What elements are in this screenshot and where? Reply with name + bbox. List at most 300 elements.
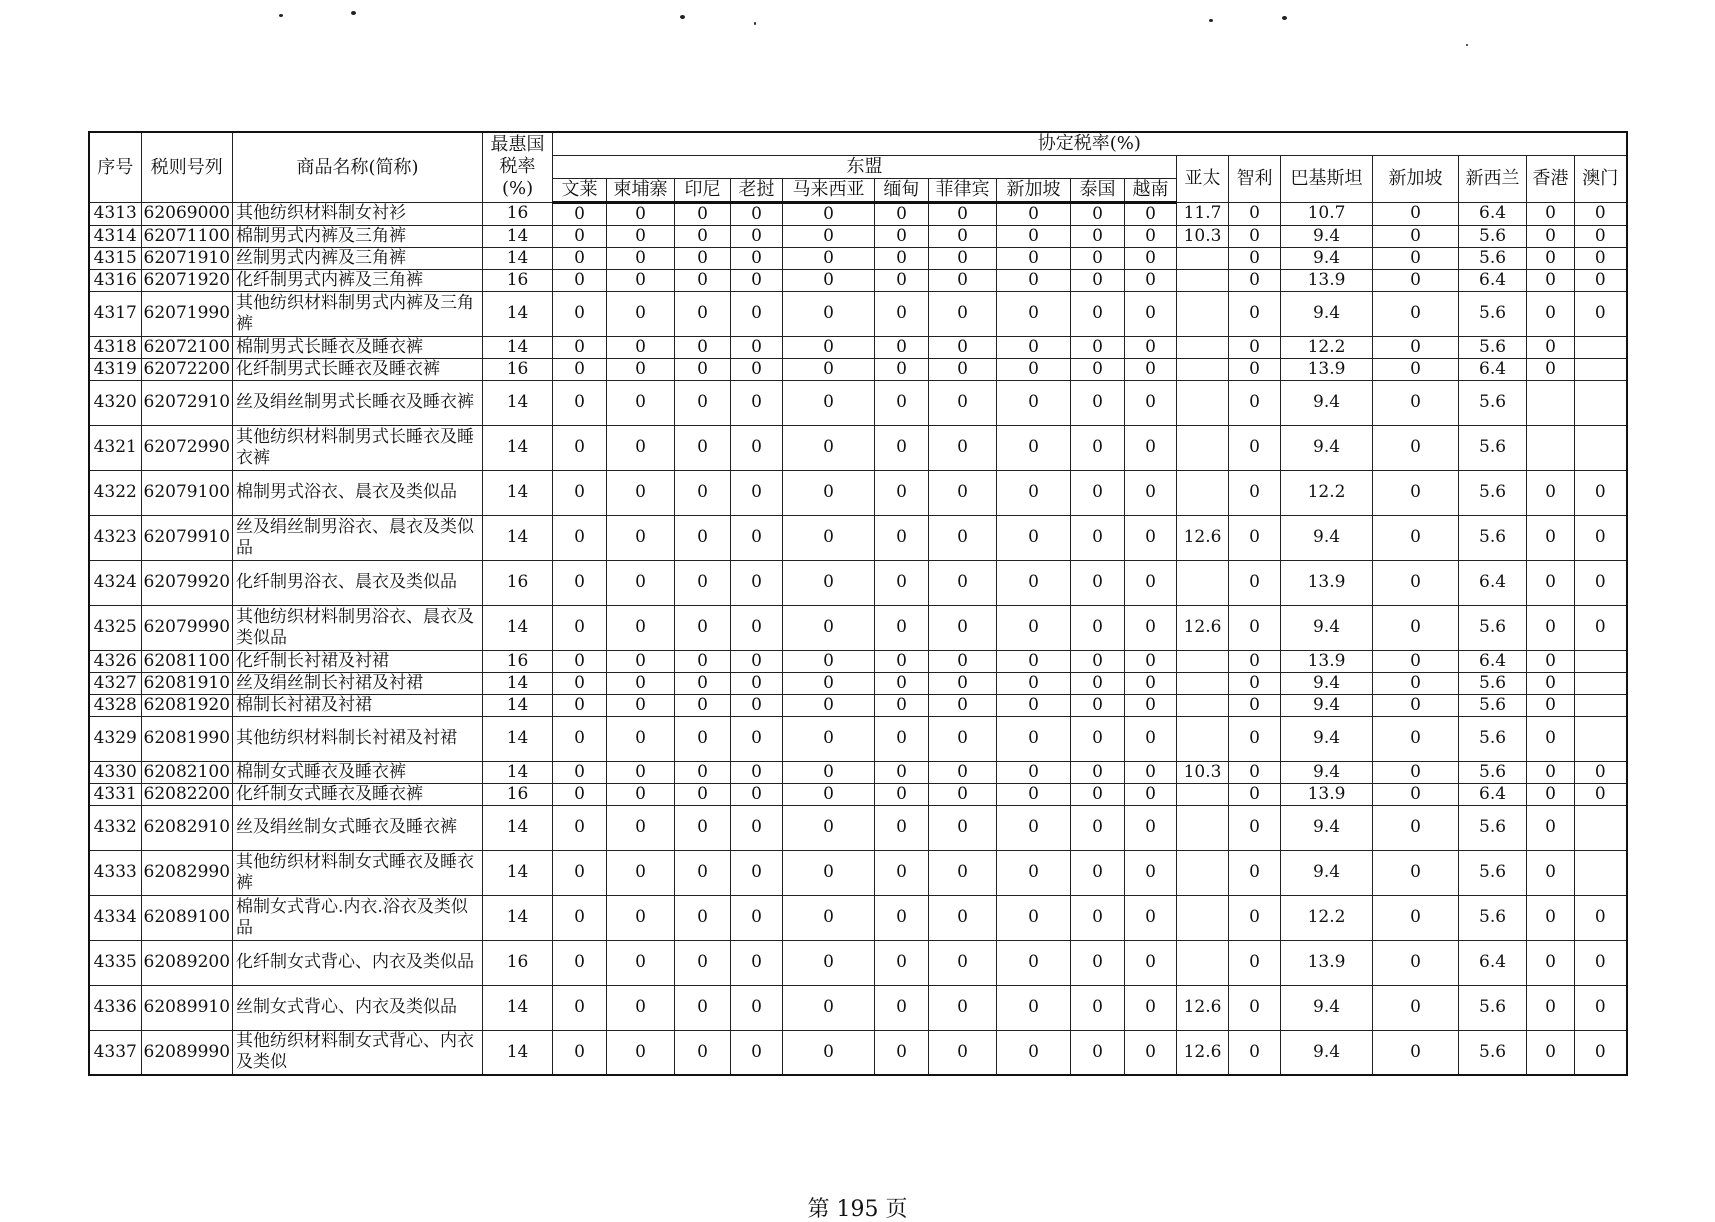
- asean-rate-cell: 0: [607, 291, 675, 336]
- seq-cell: 4336: [89, 985, 141, 1030]
- seq-cell: 4316: [89, 269, 141, 291]
- mfn-header: 最惠国税率(%): [483, 132, 553, 202]
- asean-rate-cell: 0: [1125, 470, 1177, 515]
- asean-rate-cell: 0: [1125, 650, 1177, 672]
- name-cell: 其他纺织材料制男式长睡衣及睡衣裤: [233, 425, 483, 470]
- partner-rate-cell: 6.4: [1459, 358, 1527, 380]
- asean-rate-cell: 0: [607, 672, 675, 694]
- asean-rate-cell: 0: [929, 940, 997, 985]
- asean-rate-cell: 0: [553, 985, 607, 1030]
- asean-rate-cell: 0: [553, 380, 607, 425]
- asean-rate-cell: 0: [929, 605, 997, 650]
- seq-cell: 4317: [89, 291, 141, 336]
- code-cell: 62079910: [141, 515, 233, 560]
- code-cell: 62071990: [141, 291, 233, 336]
- asean-rate-cell: 0: [929, 560, 997, 605]
- asean-rate-cell: 0: [1125, 783, 1177, 805]
- table-row: [89, 783, 1627, 805]
- asean-rate-cell: 0: [607, 783, 675, 805]
- partner-rate-cell: 12.2: [1281, 470, 1373, 515]
- asean-rate-cell: 0: [1125, 605, 1177, 650]
- asean-rate-cell: 0: [553, 940, 607, 985]
- asean-rate-cell: 0: [607, 560, 675, 605]
- asean-rate-cell: 0: [997, 425, 1071, 470]
- partner-header-macau: 澳门: [1575, 155, 1627, 202]
- asean-rate-cell: 0: [607, 425, 675, 470]
- mfn-cell: 14: [483, 761, 553, 783]
- asean-rate-cell: 0: [1125, 247, 1177, 269]
- partner-rate-cell: 12.6: [1177, 605, 1229, 650]
- code-cell: 62082200: [141, 783, 233, 805]
- asean-rate-cell: 0: [929, 336, 997, 358]
- asean-rate-cell: 0: [929, 650, 997, 672]
- partner-rate-cell: 0: [1575, 985, 1627, 1030]
- asean-member-header: 柬埔寨: [607, 178, 675, 202]
- asean-rate-cell: 0: [1071, 850, 1125, 895]
- asean-rate-cell: 0: [675, 336, 731, 358]
- asean-rate-cell: 0: [731, 850, 783, 895]
- asean-rate-cell: 0: [1071, 761, 1125, 783]
- partner-rate-cell: 9.4: [1281, 761, 1373, 783]
- asean-rate-cell: 0: [675, 672, 731, 694]
- scan-speck: [1466, 44, 1468, 46]
- partner-rate-cell: 0: [1229, 805, 1281, 850]
- mfn-cell: 16: [483, 358, 553, 380]
- partner-rate-cell: 5.6: [1459, 247, 1527, 269]
- table-row: [89, 515, 1627, 560]
- mfn-cell: 16: [483, 940, 553, 985]
- partner-rate-cell: [1575, 805, 1627, 850]
- partner-rate-cell: [1575, 716, 1627, 761]
- partner-rate-cell: 0: [1575, 940, 1627, 985]
- asean-rate-cell: 0: [553, 716, 607, 761]
- scan-speck: [1282, 16, 1287, 20]
- asean-rate-cell: 0: [1125, 672, 1177, 694]
- asean-rate-cell: 0: [1125, 850, 1177, 895]
- partner-rate-cell: 0: [1373, 805, 1459, 850]
- partner-rate-cell: 0: [1575, 202, 1627, 225]
- table-row: [89, 380, 1627, 425]
- partner-rate-cell: 0: [1229, 247, 1281, 269]
- asean-rate-cell: 0: [553, 895, 607, 940]
- table-row: [89, 560, 1627, 605]
- asean-rate-cell: 0: [731, 694, 783, 716]
- name-cell: 丝及绢丝制男式长睡衣及睡衣裤: [233, 380, 483, 425]
- seq-cell: 4330: [89, 761, 141, 783]
- asean-rate-cell: 0: [1125, 560, 1177, 605]
- partner-rate-cell: 0: [1527, 358, 1575, 380]
- partner-rate-cell: 9.4: [1281, 605, 1373, 650]
- partner-rate-cell: 9.4: [1281, 672, 1373, 694]
- asean-rate-cell: 0: [675, 425, 731, 470]
- asean-rate-cell: 0: [675, 895, 731, 940]
- code-cell: 62072990: [141, 425, 233, 470]
- asean-rate-cell: 0: [929, 716, 997, 761]
- table-row: [89, 850, 1627, 895]
- asean-rate-cell: 0: [607, 985, 675, 1030]
- asean-rate-cell: 0: [783, 425, 875, 470]
- partner-rate-cell: 0: [1229, 425, 1281, 470]
- asean-rate-cell: 0: [783, 269, 875, 291]
- partner-rate-cell: 0: [1527, 761, 1575, 783]
- partner-rate-cell: 5.6: [1459, 985, 1527, 1030]
- asean-rate-cell: 0: [607, 694, 675, 716]
- partner-rate-cell: 0: [1229, 291, 1281, 336]
- code-cell: 62082100: [141, 761, 233, 783]
- asean-rate-cell: 0: [731, 783, 783, 805]
- asean-rate-cell: 0: [997, 202, 1071, 225]
- partner-rate-cell: 10.7: [1281, 202, 1373, 225]
- asean-rate-cell: 0: [553, 247, 607, 269]
- asean-member-header: 文莱: [553, 178, 607, 202]
- asean-rate-cell: 0: [875, 269, 929, 291]
- partner-rate-cell: 0: [1527, 225, 1575, 247]
- partner-rate-cell: 12.2: [1281, 336, 1373, 358]
- asean-rate-cell: 0: [1125, 895, 1177, 940]
- asean-rate-cell: 0: [1071, 694, 1125, 716]
- asean-rate-cell: 0: [997, 694, 1071, 716]
- mfn-cell: 14: [483, 225, 553, 247]
- code-cell: 62081100: [141, 650, 233, 672]
- asean-rate-cell: 0: [731, 895, 783, 940]
- partner-rate-cell: [1177, 783, 1229, 805]
- table-row: [89, 650, 1627, 672]
- asean-rate-cell: 0: [875, 515, 929, 560]
- partner-rate-cell: 0: [1373, 560, 1459, 605]
- asean-rate-cell: 0: [553, 269, 607, 291]
- partner-rate-cell: 9.4: [1281, 291, 1373, 336]
- asean-rate-cell: 0: [553, 336, 607, 358]
- partner-rate-cell: 5.6: [1459, 694, 1527, 716]
- table-row: [89, 202, 1627, 225]
- partner-rate-cell: 5.6: [1459, 225, 1527, 247]
- partner-rate-cell: 6.4: [1459, 940, 1527, 985]
- asean-rate-cell: 0: [875, 650, 929, 672]
- partner-rate-cell: [1177, 716, 1229, 761]
- asean-rate-cell: 0: [731, 470, 783, 515]
- asean-rate-cell: 0: [553, 291, 607, 336]
- partner-rate-cell: 5.6: [1459, 672, 1527, 694]
- partner-rate-cell: 5.6: [1459, 380, 1527, 425]
- asean-rate-cell: 0: [875, 716, 929, 761]
- partner-rate-cell: 5.6: [1459, 291, 1527, 336]
- partner-header-asia-pacific: 亚太: [1177, 155, 1229, 202]
- partner-rate-cell: 12.6: [1177, 985, 1229, 1030]
- header-row-1: [89, 132, 1627, 155]
- asean-rate-cell: 0: [731, 269, 783, 291]
- asean-rate-cell: 0: [929, 761, 997, 783]
- partner-rate-cell: 0: [1575, 269, 1627, 291]
- asean-rate-cell: 0: [1071, 291, 1125, 336]
- partner-rate-cell: 5.6: [1459, 716, 1527, 761]
- partner-rate-cell: [1575, 380, 1627, 425]
- asean-rate-cell: 0: [731, 380, 783, 425]
- partner-rate-cell: [1177, 358, 1229, 380]
- asean-rate-cell: 0: [929, 850, 997, 895]
- asean-rate-cell: 0: [553, 1030, 607, 1075]
- partner-rate-cell: 12.6: [1177, 515, 1229, 560]
- code-header: 税则号列: [141, 132, 233, 202]
- asean-rate-cell: 0: [1125, 805, 1177, 850]
- name-cell: 化纤制男式内裤及三角裤: [233, 269, 483, 291]
- code-cell: 62081920: [141, 694, 233, 716]
- asean-rate-cell: 0: [1071, 605, 1125, 650]
- partner-rate-cell: 0: [1575, 225, 1627, 247]
- name-cell: 丝制男式内裤及三角裤: [233, 247, 483, 269]
- partner-rate-cell: 0: [1229, 850, 1281, 895]
- name-cell: 其他纺织材料制长衬裙及衬裙: [233, 716, 483, 761]
- asean-rate-cell: 0: [875, 358, 929, 380]
- asean-rate-cell: 0: [875, 850, 929, 895]
- partner-rate-cell: 13.9: [1281, 940, 1373, 985]
- mfn-cell: 14: [483, 672, 553, 694]
- partner-rate-cell: 0: [1527, 940, 1575, 985]
- partner-rate-cell: [1177, 560, 1229, 605]
- seq-header: 序号: [89, 132, 141, 202]
- partner-rate-cell: 0: [1575, 560, 1627, 605]
- asean-rate-cell: 0: [675, 269, 731, 291]
- name-cell: 棉制男式内裤及三角裤: [233, 225, 483, 247]
- partner-rate-cell: 0: [1373, 605, 1459, 650]
- asean-rate-cell: 0: [1071, 672, 1125, 694]
- asean-rate-cell: 0: [731, 650, 783, 672]
- asean-rate-cell: 0: [875, 940, 929, 985]
- asean-member-header: 新加坡: [997, 178, 1071, 202]
- asean-member-header: 菲律宾: [929, 178, 997, 202]
- asean-rate-cell: 0: [783, 694, 875, 716]
- mfn-cell: 14: [483, 895, 553, 940]
- scan-speck: [754, 22, 756, 25]
- asean-rate-cell: 0: [997, 1030, 1071, 1075]
- asean-rate-cell: 0: [929, 783, 997, 805]
- asean-rate-cell: 0: [929, 225, 997, 247]
- code-cell: 62081910: [141, 672, 233, 694]
- partner-rate-cell: 0: [1575, 470, 1627, 515]
- asean-rate-cell: 0: [1071, 247, 1125, 269]
- asean-rate-cell: 0: [607, 336, 675, 358]
- name-cell: 化纤制女式背心、内衣及类似品: [233, 940, 483, 985]
- partner-rate-cell: 0: [1527, 515, 1575, 560]
- name-cell: 其他纺织材料制女式睡衣及睡衣裤: [233, 850, 483, 895]
- partner-rate-cell: 6.4: [1459, 269, 1527, 291]
- partner-rate-cell: 0: [1527, 291, 1575, 336]
- partner-rate-cell: 9.4: [1281, 805, 1373, 850]
- partner-rate-cell: 6.4: [1459, 650, 1527, 672]
- partner-rate-cell: 0: [1373, 940, 1459, 985]
- name-cell: 化纤制男式长睡衣及睡衣裤: [233, 358, 483, 380]
- asean-rate-cell: 0: [675, 380, 731, 425]
- asean-rate-cell: 0: [675, 515, 731, 560]
- asean-rate-cell: 0: [783, 202, 875, 225]
- asean-rate-cell: 0: [1071, 940, 1125, 985]
- partner-rate-cell: 0: [1229, 269, 1281, 291]
- partner-rate-cell: [1575, 425, 1627, 470]
- asean-member-header: 缅甸: [875, 178, 929, 202]
- partner-rate-cell: 0: [1229, 560, 1281, 605]
- partner-rate-cell: 0: [1527, 805, 1575, 850]
- asean-rate-cell: 0: [607, 850, 675, 895]
- name-cell: 丝及绢丝制男浴衣、晨衣及类似品: [233, 515, 483, 560]
- partner-rate-cell: 9.4: [1281, 515, 1373, 560]
- code-cell: 62089200: [141, 940, 233, 985]
- asean-rate-cell: 0: [675, 1030, 731, 1075]
- partner-rate-cell: 0: [1229, 694, 1281, 716]
- asean-rate-cell: 0: [929, 672, 997, 694]
- mfn-cell: 14: [483, 425, 553, 470]
- asean-rate-cell: 0: [731, 716, 783, 761]
- partner-rate-cell: 10.3: [1177, 225, 1229, 247]
- partner-rate-cell: 0: [1575, 515, 1627, 560]
- asean-rate-cell: 0: [783, 672, 875, 694]
- asean-rate-cell: 0: [731, 672, 783, 694]
- asean-rate-cell: 0: [1125, 985, 1177, 1030]
- asean-rate-cell: 0: [875, 225, 929, 247]
- mfn-cell: 16: [483, 202, 553, 225]
- partner-rate-cell: 0: [1373, 202, 1459, 225]
- asean-rate-cell: 0: [875, 805, 929, 850]
- partner-rate-cell: 0: [1527, 247, 1575, 269]
- mfn-cell: 14: [483, 805, 553, 850]
- code-cell: 62079920: [141, 560, 233, 605]
- name-cell: 丝制女式背心、内衣及类似品: [233, 985, 483, 1030]
- code-cell: 62072200: [141, 358, 233, 380]
- asean-rate-cell: 0: [553, 761, 607, 783]
- asean-rate-cell: 0: [875, 783, 929, 805]
- table-row: [89, 985, 1627, 1030]
- asean-rate-cell: 0: [675, 202, 731, 225]
- scan-speck: [351, 11, 356, 15]
- asean-rate-cell: 0: [997, 672, 1071, 694]
- asean-rate-cell: 0: [875, 380, 929, 425]
- partner-rate-cell: [1527, 425, 1575, 470]
- tariff-table: [88, 131, 1628, 1076]
- seq-cell: 4321: [89, 425, 141, 470]
- asean-rate-cell: 0: [675, 247, 731, 269]
- partner-rate-cell: 13.9: [1281, 269, 1373, 291]
- asean-rate-cell: 0: [553, 783, 607, 805]
- asean-rate-cell: 0: [997, 269, 1071, 291]
- partner-rate-cell: 0: [1373, 895, 1459, 940]
- partner-rate-cell: 5.6: [1459, 425, 1527, 470]
- asean-rate-cell: 0: [607, 202, 675, 225]
- asean-rate-cell: 0: [1125, 202, 1177, 225]
- partner-rate-cell: 0: [1229, 985, 1281, 1030]
- partner-rate-cell: 5.6: [1459, 336, 1527, 358]
- code-cell: 62071100: [141, 225, 233, 247]
- asean-rate-cell: 0: [731, 336, 783, 358]
- asean-rate-cell: 0: [731, 560, 783, 605]
- partner-rate-cell: 0: [1229, 940, 1281, 985]
- asean-rate-cell: 0: [875, 202, 929, 225]
- name-cell: 丝及绢丝制女式睡衣及睡衣裤: [233, 805, 483, 850]
- partner-rate-cell: 0: [1373, 358, 1459, 380]
- asean-rate-cell: 0: [607, 1030, 675, 1075]
- asean-rate-cell: 0: [783, 940, 875, 985]
- partner-rate-cell: 0: [1373, 470, 1459, 515]
- partner-rate-cell: 0: [1373, 247, 1459, 269]
- partner-rate-cell: [1177, 269, 1229, 291]
- asean-rate-cell: 0: [929, 895, 997, 940]
- asean-rate-cell: 0: [675, 694, 731, 716]
- code-cell: 62079100: [141, 470, 233, 515]
- table-row: [89, 336, 1627, 358]
- mfn-cell: 14: [483, 247, 553, 269]
- asean-rate-cell: 0: [783, 650, 875, 672]
- name-cell: 棉制男式浴衣、晨衣及类似品: [233, 470, 483, 515]
- asean-rate-cell: 0: [997, 358, 1071, 380]
- asean-rate-cell: 0: [675, 805, 731, 850]
- asean-rate-cell: 0: [997, 470, 1071, 515]
- asean-rate-cell: 0: [553, 605, 607, 650]
- asean-rate-cell: 0: [1125, 694, 1177, 716]
- table-row: [89, 225, 1627, 247]
- mfn-cell: 14: [483, 515, 553, 560]
- asean-rate-cell: 0: [783, 247, 875, 269]
- asean-rate-cell: 0: [553, 672, 607, 694]
- asean-rate-cell: 0: [607, 515, 675, 560]
- asean-rate-cell: 0: [731, 225, 783, 247]
- table-body: [89, 202, 1627, 1075]
- asean-member-header: 老挝: [731, 178, 783, 202]
- table-row: [89, 895, 1627, 940]
- partner-rate-cell: 0: [1229, 716, 1281, 761]
- partner-rate-cell: 13.9: [1281, 650, 1373, 672]
- partner-rate-cell: 0: [1229, 336, 1281, 358]
- asean-rate-cell: 0: [783, 470, 875, 515]
- table-row: [89, 672, 1627, 694]
- partner-header-singapore: 新加坡: [1373, 155, 1459, 202]
- partner-rate-cell: 9.4: [1281, 225, 1373, 247]
- asean-rate-cell: 0: [675, 650, 731, 672]
- asean-rate-cell: 0: [553, 805, 607, 850]
- partner-rate-cell: 9.4: [1281, 247, 1373, 269]
- asean-rate-cell: 0: [675, 783, 731, 805]
- asean-rate-cell: 0: [1071, 470, 1125, 515]
- partner-rate-cell: 0: [1527, 560, 1575, 605]
- asean-rate-cell: 0: [997, 985, 1071, 1030]
- table-row: [89, 694, 1627, 716]
- mfn-cell: 16: [483, 650, 553, 672]
- partner-rate-cell: [1177, 291, 1229, 336]
- table-row: [89, 425, 1627, 470]
- partner-header-new-zealand: 新西兰: [1459, 155, 1527, 202]
- asean-rate-cell: 0: [731, 247, 783, 269]
- asean-rate-cell: 0: [875, 470, 929, 515]
- partner-rate-cell: 9.4: [1281, 380, 1373, 425]
- partner-rate-cell: 0: [1373, 336, 1459, 358]
- asean-rate-cell: 0: [929, 425, 997, 470]
- asean-rate-cell: 0: [783, 783, 875, 805]
- asean-rate-cell: 0: [1071, 269, 1125, 291]
- asean-rate-cell: 0: [875, 336, 929, 358]
- partner-rate-cell: 5.6: [1459, 515, 1527, 560]
- partner-rate-cell: 0: [1229, 650, 1281, 672]
- asean-rate-cell: 0: [1125, 761, 1177, 783]
- asean-rate-cell: 0: [1071, 515, 1125, 560]
- asean-rate-cell: 0: [875, 672, 929, 694]
- seq-cell: 4331: [89, 783, 141, 805]
- partner-rate-cell: 0: [1229, 1030, 1281, 1075]
- partner-rate-cell: 0: [1527, 1030, 1575, 1075]
- name-cell: 化纤制女式睡衣及睡衣裤: [233, 783, 483, 805]
- asean-rate-cell: 0: [875, 895, 929, 940]
- asean-rate-cell: 0: [929, 694, 997, 716]
- partner-rate-cell: 0: [1373, 291, 1459, 336]
- asean-rate-cell: 0: [553, 425, 607, 470]
- seq-cell: 4335: [89, 940, 141, 985]
- partner-rate-cell: 0: [1229, 225, 1281, 247]
- asean-rate-cell: 0: [875, 1030, 929, 1075]
